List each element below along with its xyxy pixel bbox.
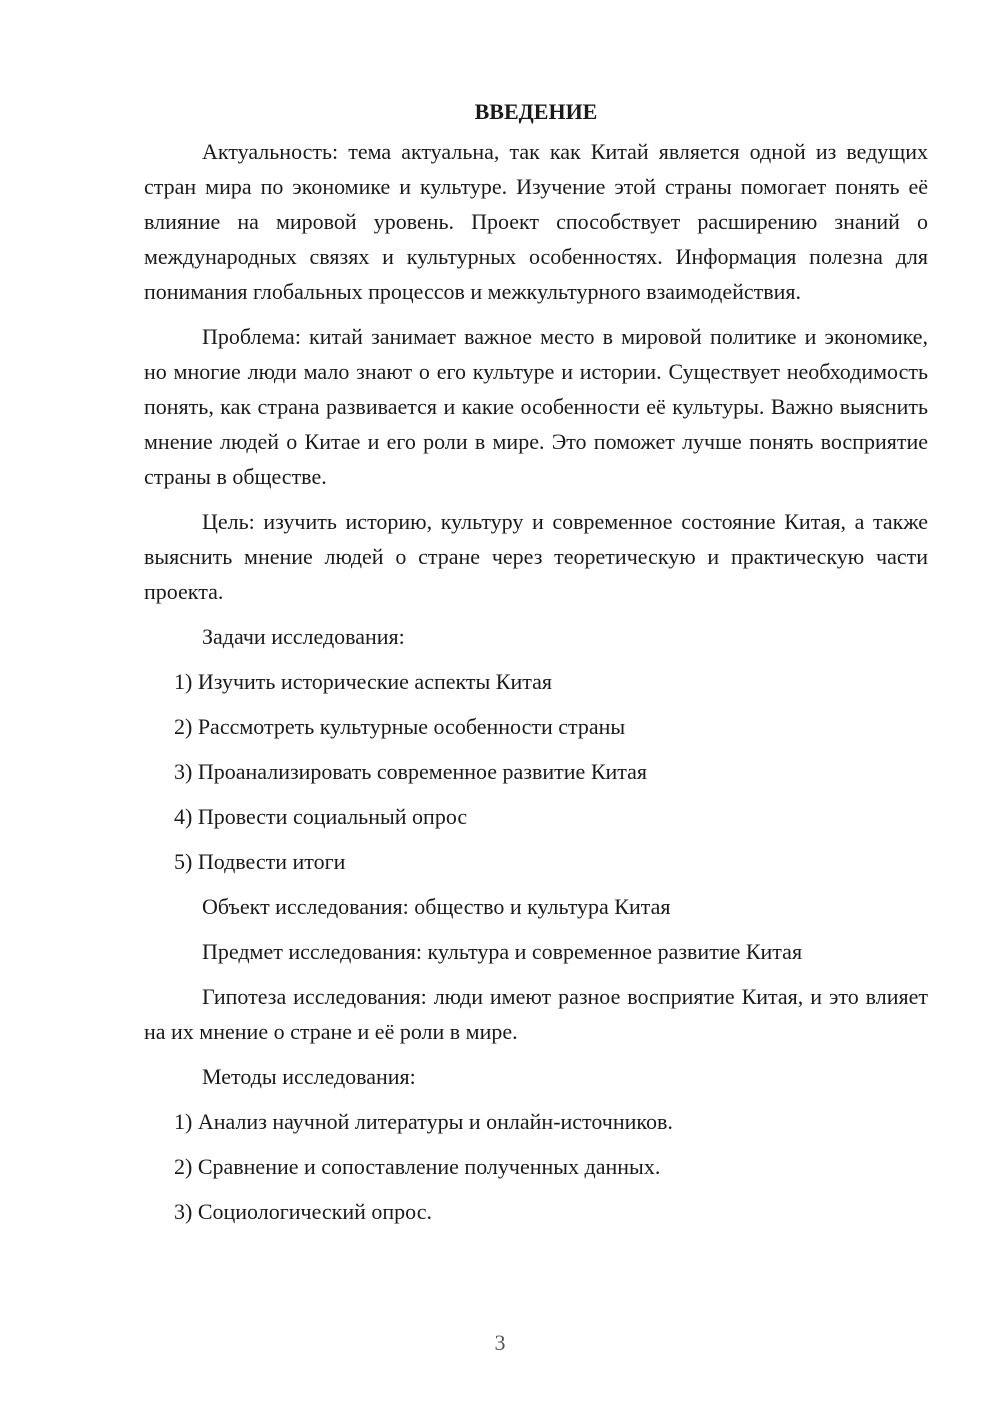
methods-list (144, 1104, 928, 1229)
tasks-heading: Задачи исследования: (202, 624, 405, 649)
list-item-task-2: 2) Рассмотреть культурные особенности страны (174, 714, 626, 739)
list-item-task-5: 5) Подвести итоги (174, 849, 346, 874)
goal-paragraph: Цель: изучить историю, культуру и современное состояние Китая, а также выяснить мнение людей о стране через теоретическую и практическую части проекта. (144, 509, 928, 604)
methods-heading: Методы исследования: (202, 1064, 416, 1089)
list-item-task-3: 3) Проанализировать современное развитие Китая (174, 759, 648, 784)
list-item-method-2: 2) Сравнение и сопоставление полученных данных. (174, 1154, 661, 1179)
list-item-method-3: 3) Социологический опрос. (174, 1199, 432, 1224)
problem-paragraph: Проблема: китай занимает важное место в мировой политике и экономике, но многие люди мало знают о его культуре и истории. Существует необходимость понять, как страна развивается и какие особенности её культуры. Важно выяснить мнение людей о Китае и его роли в мире. Это поможет лучше понять восприятие страны в обществе. (144, 324, 928, 489)
list-item-method-1: 1) Анализ научной литературы и онлайн-источников. (174, 1109, 673, 1134)
hypothesis-paragraph: Гипотеза исследования: люди имеют разное восприятие Китая, и это влияет на их мнение о стране и её роли в мире. (144, 984, 928, 1044)
tasks-list (144, 664, 928, 879)
list-item-task-1: 1) Изучить исторические аспекты Китая (174, 669, 553, 694)
page-title: ВВЕДЕНИЕ (474, 99, 598, 124)
research-subject: Предмет исследования: культура и современное развитие Китая (202, 939, 803, 964)
document-page (144, 96, 928, 1239)
research-object: Объект исследования: общество и культура Китая (202, 894, 671, 919)
relevance-paragraph: Актуальность: тема актуальна, так как Китай является одной из ведущих стран мира по экономике и культуре. Изучение этой страны помогает понять её влияние на мировой уровень. Проект способствует расширению знаний о международных связях и культурных особенностях. Информация полезна для понимания глобальных процессов и межкультурного взаимодействия. (144, 139, 928, 304)
list-item-task-4: 4) Провести социальный опрос (174, 804, 468, 829)
page-number: 3 (494, 1330, 506, 1355)
